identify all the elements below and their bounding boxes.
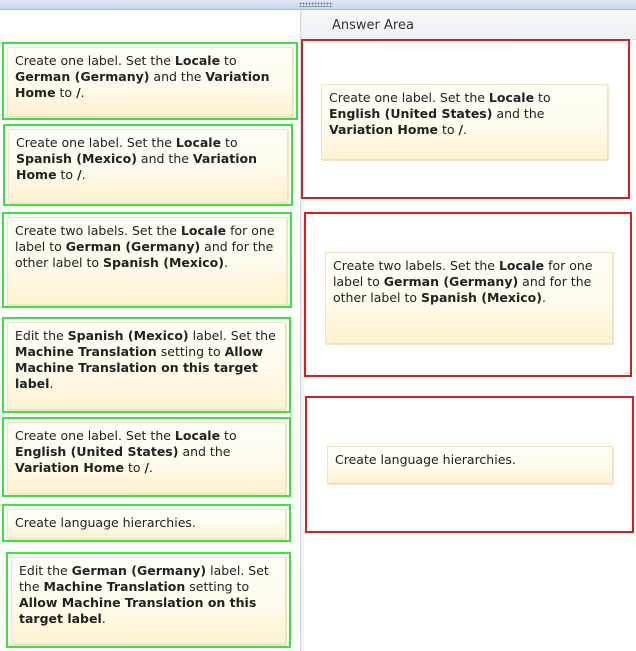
choice-card[interactable] (7, 47, 293, 117)
top-splitter-bar[interactable] (0, 0, 636, 10)
emphasis-text: German (Germany) (65, 239, 201, 254)
choice-frame[interactable] (2, 212, 292, 308)
card-text: label. Set the (188, 328, 276, 343)
emphasis-text: / (77, 167, 82, 182)
card-text: to (534, 90, 551, 105)
card-text: setting to (185, 579, 250, 594)
card-text: to (220, 428, 237, 443)
answer-area-title: Answer Area (332, 18, 414, 33)
choice-card[interactable] (7, 322, 286, 410)
answer-card[interactable] (325, 252, 613, 344)
choice-card[interactable] (8, 129, 288, 203)
card-text: . (463, 122, 468, 137)
card-text: Edit the (15, 328, 68, 343)
card-text: for one label to (333, 258, 593, 289)
card-text: . (80, 85, 85, 100)
card-text: Create language hierarchies. (15, 515, 196, 530)
splitter-grip-icon[interactable] (299, 2, 333, 7)
emphasis-text: German (Germany) (71, 563, 207, 578)
emphasis-text: Variation Home (16, 151, 257, 182)
card-text: Create one label. Set the (329, 90, 489, 105)
card-text: Create one label. Set the (15, 428, 175, 443)
card-text: to (220, 53, 237, 68)
choice-card[interactable] (7, 217, 287, 305)
card-text: setting to (156, 344, 225, 359)
card-text: Create language hierarchies. (335, 452, 516, 467)
emphasis-text: Locale (175, 135, 222, 150)
answer-card[interactable] (321, 84, 608, 160)
card-text: . (81, 167, 86, 182)
choice-frame[interactable] (2, 42, 298, 120)
card-text: Create one label. Set the (15, 53, 175, 68)
emphasis-text: Locale (180, 223, 227, 238)
card-text: . (101, 611, 106, 626)
card-text: and the (178, 444, 231, 459)
card-text: to (55, 85, 77, 100)
emphasis-text: German (Germany) (383, 274, 519, 289)
card-text: to (56, 167, 78, 182)
emphasis-text: Locale (174, 428, 221, 443)
card-text: and the (492, 106, 545, 121)
emphasis-text: English (United States) (329, 106, 493, 121)
emphasis-text: German (Germany) (15, 69, 150, 84)
emphasis-text: Variation Home (15, 460, 124, 475)
emphasis-text: / (76, 85, 81, 100)
choice-frame[interactable] (3, 124, 293, 206)
card-text: label. Set the (19, 563, 269, 594)
emphasis-text: Allow Machine Translation on this target label (19, 595, 257, 626)
emphasis-text: English (United States) (15, 444, 179, 459)
card-text: and for the other label to (15, 239, 274, 270)
answer-slot-3[interactable] (305, 396, 634, 533)
answer-card[interactable] (327, 446, 613, 484)
emphasis-text: Locale (174, 53, 221, 68)
card-text: . (49, 376, 54, 391)
emphasis-text: Allow Machine Translation on this target label (15, 344, 263, 391)
card-text: . (149, 460, 154, 475)
emphasis-text: / (144, 460, 150, 475)
card-text: to (437, 122, 459, 137)
card-text: Edit the (19, 563, 72, 578)
card-text: . (223, 255, 228, 270)
emphasis-text: Locale (498, 258, 545, 273)
card-text: and the (136, 151, 193, 166)
card-text: Create two labels. Set the (333, 258, 499, 273)
card-text: to (221, 135, 238, 150)
card-text: . (541, 290, 546, 305)
card-text: and for the other label to (333, 274, 592, 305)
card-text: Create one label. Set the (16, 135, 176, 150)
choice-card[interactable] (7, 422, 286, 494)
card-text: to (123, 460, 145, 475)
emphasis-text: / (458, 122, 464, 137)
card-text: for one label to (15, 223, 275, 254)
answer-slot-1[interactable] (301, 39, 630, 199)
choice-card[interactable] (7, 509, 286, 539)
emphasis-text: Machine Translation (43, 579, 186, 594)
choice-card[interactable] (11, 557, 286, 645)
choice-frame[interactable] (2, 317, 291, 413)
choice-frame[interactable] (2, 504, 291, 542)
card-text: Create two labels. Set the (15, 223, 181, 238)
choice-frame[interactable] (6, 552, 291, 648)
card-text: and the (149, 69, 206, 84)
emphasis-text: Spanish (Mexico) (421, 290, 542, 305)
emphasis-text: Spanish (Mexico) (67, 328, 189, 343)
emphasis-text: Machine Translation (15, 344, 157, 359)
choice-frame[interactable] (2, 417, 291, 497)
emphasis-text: Spanish (Mexico) (16, 151, 137, 166)
answer-slot-2[interactable] (304, 212, 632, 377)
emphasis-text: Locale (488, 90, 535, 105)
emphasis-text: Spanish (Mexico) (103, 255, 224, 270)
emphasis-text: Variation Home (15, 69, 270, 100)
emphasis-text: Variation Home (329, 122, 438, 137)
